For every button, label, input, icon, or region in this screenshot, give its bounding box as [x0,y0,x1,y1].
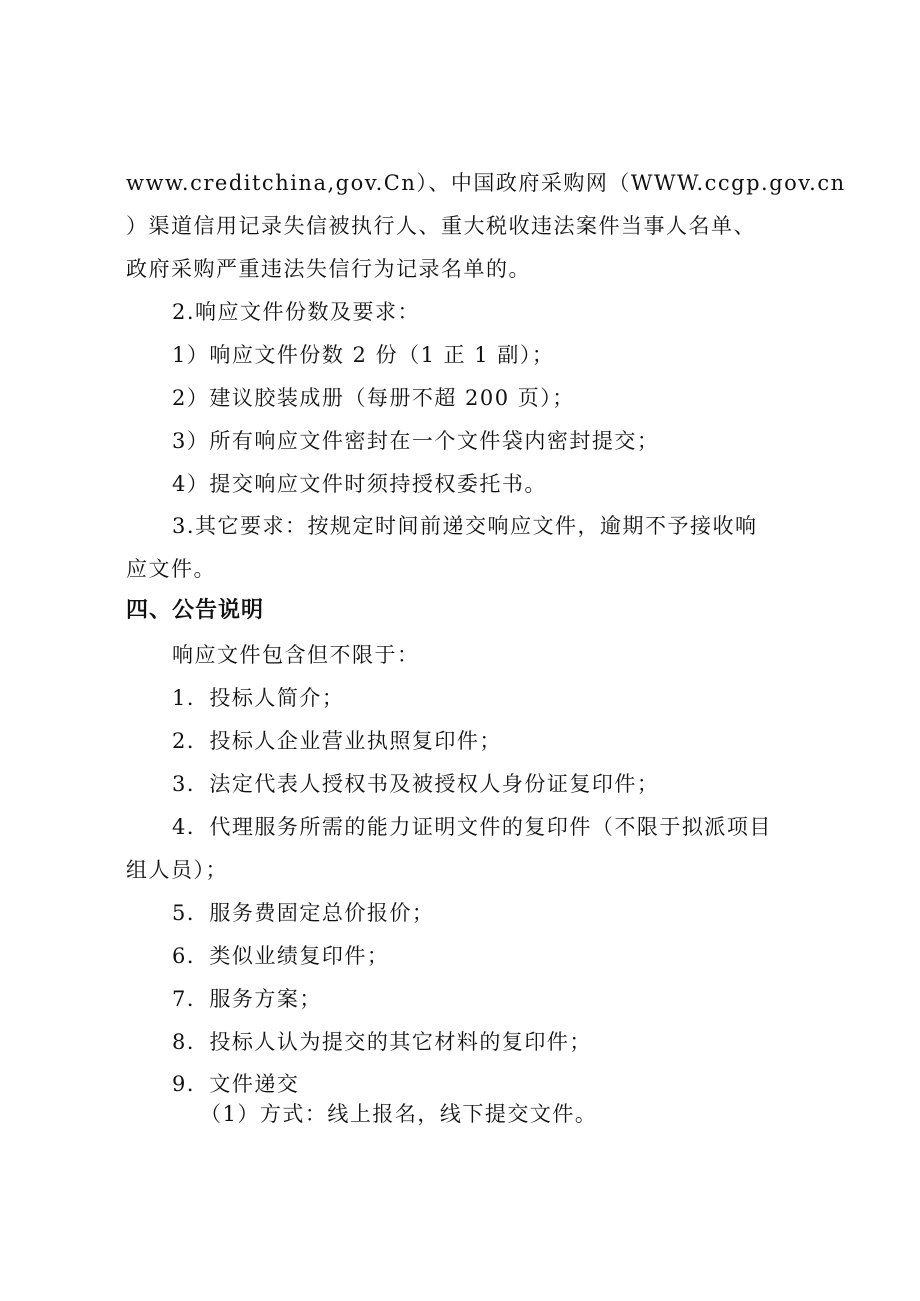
intro-line-1: www.creditchina,gov.Cn）、中国政府采购网（WWW.ccgp.gov.cn [126,171,846,195]
list-item-6: 6．类似业绩复印件； [172,944,390,968]
list-item-4-continued: 组人员）； [126,858,228,882]
list-item-9: 9．文件递交 [172,1072,300,1096]
copies-item-1: 1）响应文件份数 2 份（1 正 1 副）； [172,343,555,367]
other-requirements-line-1: 3.其它要求：按规定时间前递交响应文件，逾期不予接收响 [172,514,758,538]
list-item-8: 8．投标人认为提交的其它材料的复印件； [172,1030,592,1054]
section-heading: 四、公告说明 [126,598,265,623]
list-item-7: 7．服务方案； [172,987,322,1011]
section-intro: 响应文件包含但不限于： [172,643,420,667]
other-requirements-line-2: 应文件。 [126,557,216,581]
submission-method: （1）方式：线上报名，线下提交文件。 [200,1102,598,1126]
list-item-4: 4．代理服务所需的能力证明文件的复印件（不限于拟派项目 [172,815,772,839]
copies-item-3: 3）所有响应文件密封在一个文件袋内密封提交； [172,429,660,453]
list-item-3: 3．法定代表人授权书及被授权人身份证复印件； [172,772,660,796]
list-item-5: 5．服务费固定总价报价； [172,901,435,925]
copies-title: 2.响应文件份数及要求： [172,300,421,324]
intro-line-2: ）渠道信用记录失信被执行人、重大税收违法案件当事人名单、 [126,214,756,238]
copies-item-4: 4）提交响应文件时须持授权委托书。 [172,472,547,496]
list-item-2: 2．投标人企业营业执照复印件； [172,729,502,753]
list-item-1: 1．投标人简介； [172,686,345,710]
intro-line-3: 政府采购严重违法失信行为记录名单的。 [126,257,531,281]
copies-item-2: 2）建议胶装成册（每册不超 200 页）； [172,386,575,410]
